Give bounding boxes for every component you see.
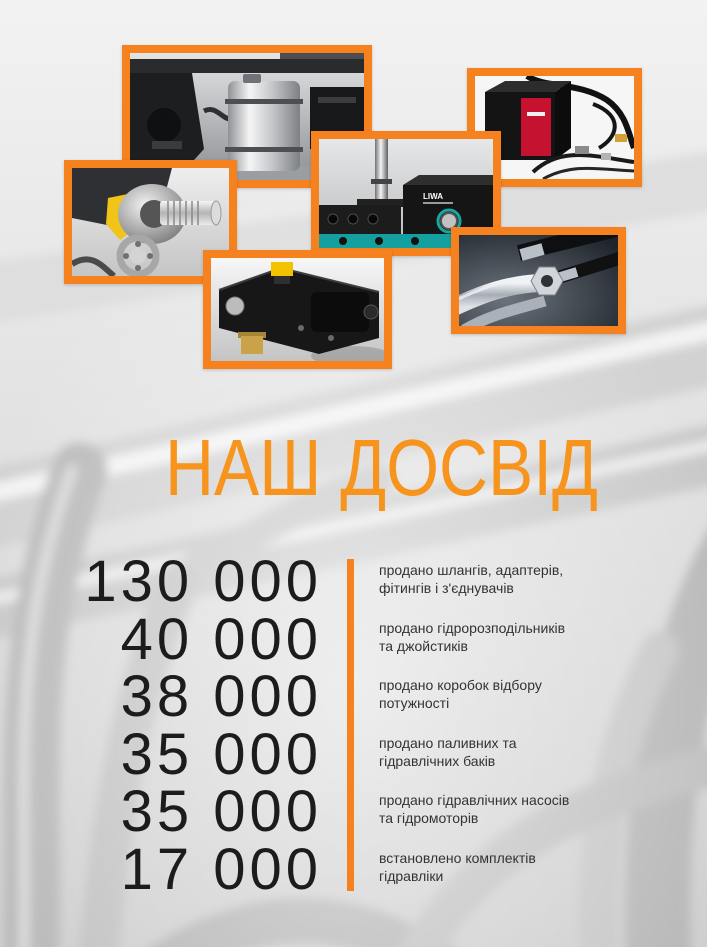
plate-bolt: [375, 237, 383, 245]
stat-value: 17 000: [120, 836, 322, 902]
box-detail: [318, 97, 356, 103]
brass-fitting: [241, 336, 263, 354]
plate-bolt: [339, 237, 347, 245]
bearing-ball: [135, 265, 141, 271]
stat-label: продано гідравлічних насосів та гідромоторів: [379, 792, 570, 826]
stat-label: встановлено комплектів гідравліки: [379, 849, 536, 884]
nut-bore: [541, 275, 553, 287]
bolt-head: [348, 214, 358, 224]
photo-frame-solenoid-valve: [203, 250, 392, 369]
plate-bolt: [411, 237, 419, 245]
bearing-inner-ring: [130, 248, 146, 264]
bolt-head: [368, 214, 378, 224]
stat-label: продано шлангів, адаптерів, фітингів і з'єднувачів: [379, 562, 564, 596]
stat-values-column: [36, 549, 322, 902]
stat-label: продано паливних та гідравлічних баків: [379, 734, 517, 769]
aluminium-tank: [228, 81, 300, 171]
tank-strap: [225, 99, 303, 104]
panel-mark: [527, 112, 545, 116]
stat-value: 35 000: [120, 779, 322, 844]
coil-nut: [364, 305, 378, 319]
yellow-connector: [271, 262, 293, 276]
small-print-mark: [423, 202, 453, 204]
bearing-ball: [123, 253, 129, 259]
screw: [328, 335, 334, 341]
suspension-part: [147, 108, 181, 142]
photo-solenoid-valve: [211, 258, 384, 361]
stat-label: продано коробок відбору потужності: [379, 677, 542, 711]
stat-value: 38 000: [120, 664, 322, 729]
bolt-head: [328, 214, 338, 224]
red-panel: [521, 98, 551, 156]
stat-label: продано гідророзподільників та джойстиків: [379, 619, 566, 654]
photo-collage: [0, 0, 707, 400]
joystick-rod: [375, 139, 388, 205]
frame-rail: [130, 59, 364, 73]
screw: [298, 325, 304, 331]
bearing-ball: [147, 253, 153, 259]
photo-hose-fittings: [459, 235, 618, 326]
hose-connector: [575, 146, 589, 154]
photo-frame-hose-fittings: [451, 227, 626, 334]
shaft-end: [211, 201, 221, 225]
mount-plate: [152, 141, 182, 149]
hose-connector: [601, 153, 611, 160]
orange-divider-bar: [347, 559, 354, 891]
connector-base: [274, 276, 290, 284]
stat-labels-column: [379, 561, 639, 906]
threaded-fitting: [521, 249, 543, 255]
stat-value: 40 000: [120, 606, 322, 672]
tank-strap: [225, 147, 303, 152]
rod-collar: [371, 179, 392, 184]
tank-cap: [243, 74, 261, 83]
page-title-block: [160, 420, 610, 510]
hose-connector: [615, 134, 627, 142]
stat-value: 130 000: [84, 549, 322, 614]
solenoid-coil: [311, 292, 369, 332]
page-title: НАШ ДОСВІД: [165, 423, 598, 512]
valve-brand-logo: LIWA: [423, 192, 443, 201]
silver-nut: [226, 297, 244, 315]
unit-side: [555, 81, 571, 160]
bearing-ball: [135, 241, 141, 247]
stat-value: 35 000: [120, 721, 322, 787]
